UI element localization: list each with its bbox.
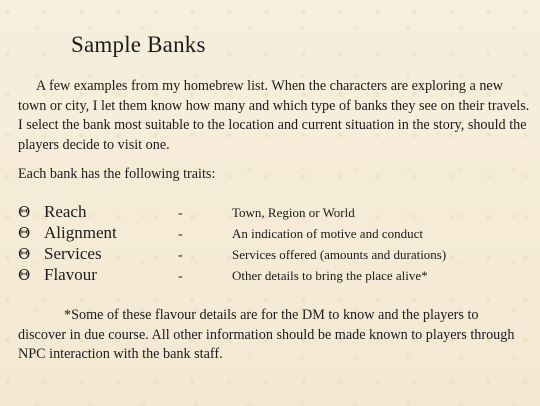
trait-description: An indication of motive and conduct bbox=[232, 226, 423, 241]
trait-separator: - bbox=[178, 227, 183, 242]
trait-separator: - bbox=[178, 206, 183, 221]
traits-list bbox=[18, 202, 528, 286]
trait-separator: - bbox=[178, 248, 183, 263]
trait-description: Town, Region or World bbox=[232, 205, 355, 220]
theta-bullet-icon: Θ bbox=[18, 203, 31, 221]
intro-paragraph: A few examples from my homebrew list. When the characters are exploring a new town or city, I let them know how many and which type of banks they see on their travels. I select the bank most suitable to the location and current situation in the story, should the players decide to visit one. bbox=[18, 78, 530, 153]
footnote-paragraph: *Some of these flavour details are for the DM to know and the players to discover in due course. All other information should be made known to players through NPC interaction with the bank staff. bbox=[18, 307, 515, 362]
trait-name: Reach bbox=[44, 202, 87, 221]
trait-description: Other details to bring the place alive* bbox=[232, 268, 428, 283]
trait-separator: - bbox=[178, 269, 183, 284]
page-title: Sample Banks bbox=[71, 32, 206, 57]
trait-name: Services bbox=[44, 244, 102, 263]
trait-item-reach bbox=[18, 202, 528, 223]
traits-heading: Each bank has the following traits: bbox=[18, 166, 216, 182]
trait-item-services bbox=[18, 244, 528, 265]
theta-bullet-icon: Θ bbox=[18, 245, 31, 263]
theta-bullet-icon: Θ bbox=[18, 266, 31, 284]
trait-item-flavour bbox=[18, 265, 528, 286]
theta-bullet-icon: Θ bbox=[18, 224, 31, 242]
trait-name: Alignment bbox=[44, 223, 117, 242]
trait-item-alignment bbox=[18, 223, 528, 244]
trait-name: Flavour bbox=[44, 265, 97, 284]
trait-description: Services offered (amounts and durations) bbox=[232, 247, 447, 262]
